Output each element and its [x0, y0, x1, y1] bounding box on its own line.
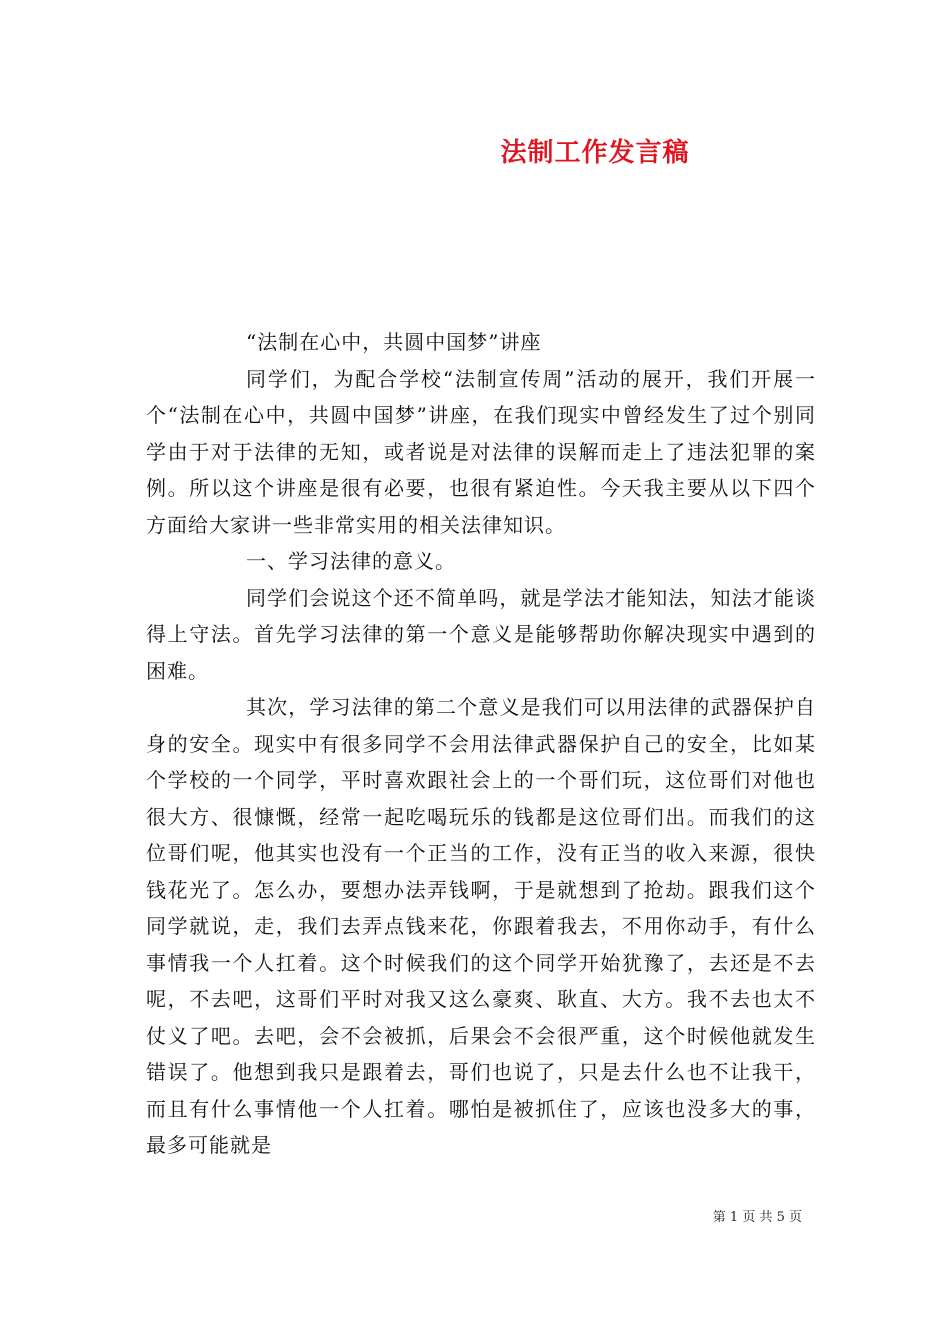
section-heading: 一、学习法律的意义。	[246, 549, 456, 573]
document-title: 法制工作发言稿	[500, 138, 690, 168]
paragraph: 同学们，为配合学校“法制宣传周”活动的展开，我们开展一个“法制在心中，共圆中国梦”讲座，在我们现实中曾经发生了过个别同学由于对于法律的无知，或者说是对法律的误解而走上了违法犯罪的案例。所以这个讲座是很有必要，也很有紧迫性。今天我主要从以下四个方面给大家讲一些非常实用的相关法律知识。	[146, 366, 816, 537]
paragraph: 其次，学习法律的第二个意义是我们可以用法律的武器保护自身的安全。现实中有很多同学不会用法律武器保护自己的安全，比如某个学校的一个同学，平时喜欢跟社会上的一个哥们玩，这位哥们对他也很大方、很慷慨，经常一起吃喝玩乐的钱都是这位哥们出。而我们的这位哥们呢，他其实也没有一个正当的工作，没有正当的收入来源，很快钱花光了。怎么办，要想办法弄钱啊，于是就想到了抢劫。跟我们这个同学就说，走，我们去弄点钱来花，你跟着我去，不用你动手，有什么事情我一个人扛着。这个时候我们的这个同学开始犹豫了，去还是不去呢，不去吧，这哥们平时对我又这么豪爽、耿直、大方。我不去也太不仗义了吧。去吧，会不会被抓，后果会不会很严重，这个时候他就发生错误了。他想到我只是跟着去，哥们也说了，只是去什么也不让我干，而且有什么事情他一个人扛着。哪怕是被抓住了，应该也没多大的事，最多可能就是	[146, 695, 816, 1157]
page-footer: 第 1 页 共 5 页	[712, 1210, 802, 1225]
document-body	[146, 324, 816, 1164]
lecture-subtitle: “法制在心中，共圆中国梦”讲座	[246, 330, 542, 354]
paragraph: 同学们会说这个还不简单吗，就是学法才能知法，知法才能谈得上守法。首先学习法律的第一个意义是能够帮助你解决现实中遇到的困难。	[146, 585, 816, 683]
